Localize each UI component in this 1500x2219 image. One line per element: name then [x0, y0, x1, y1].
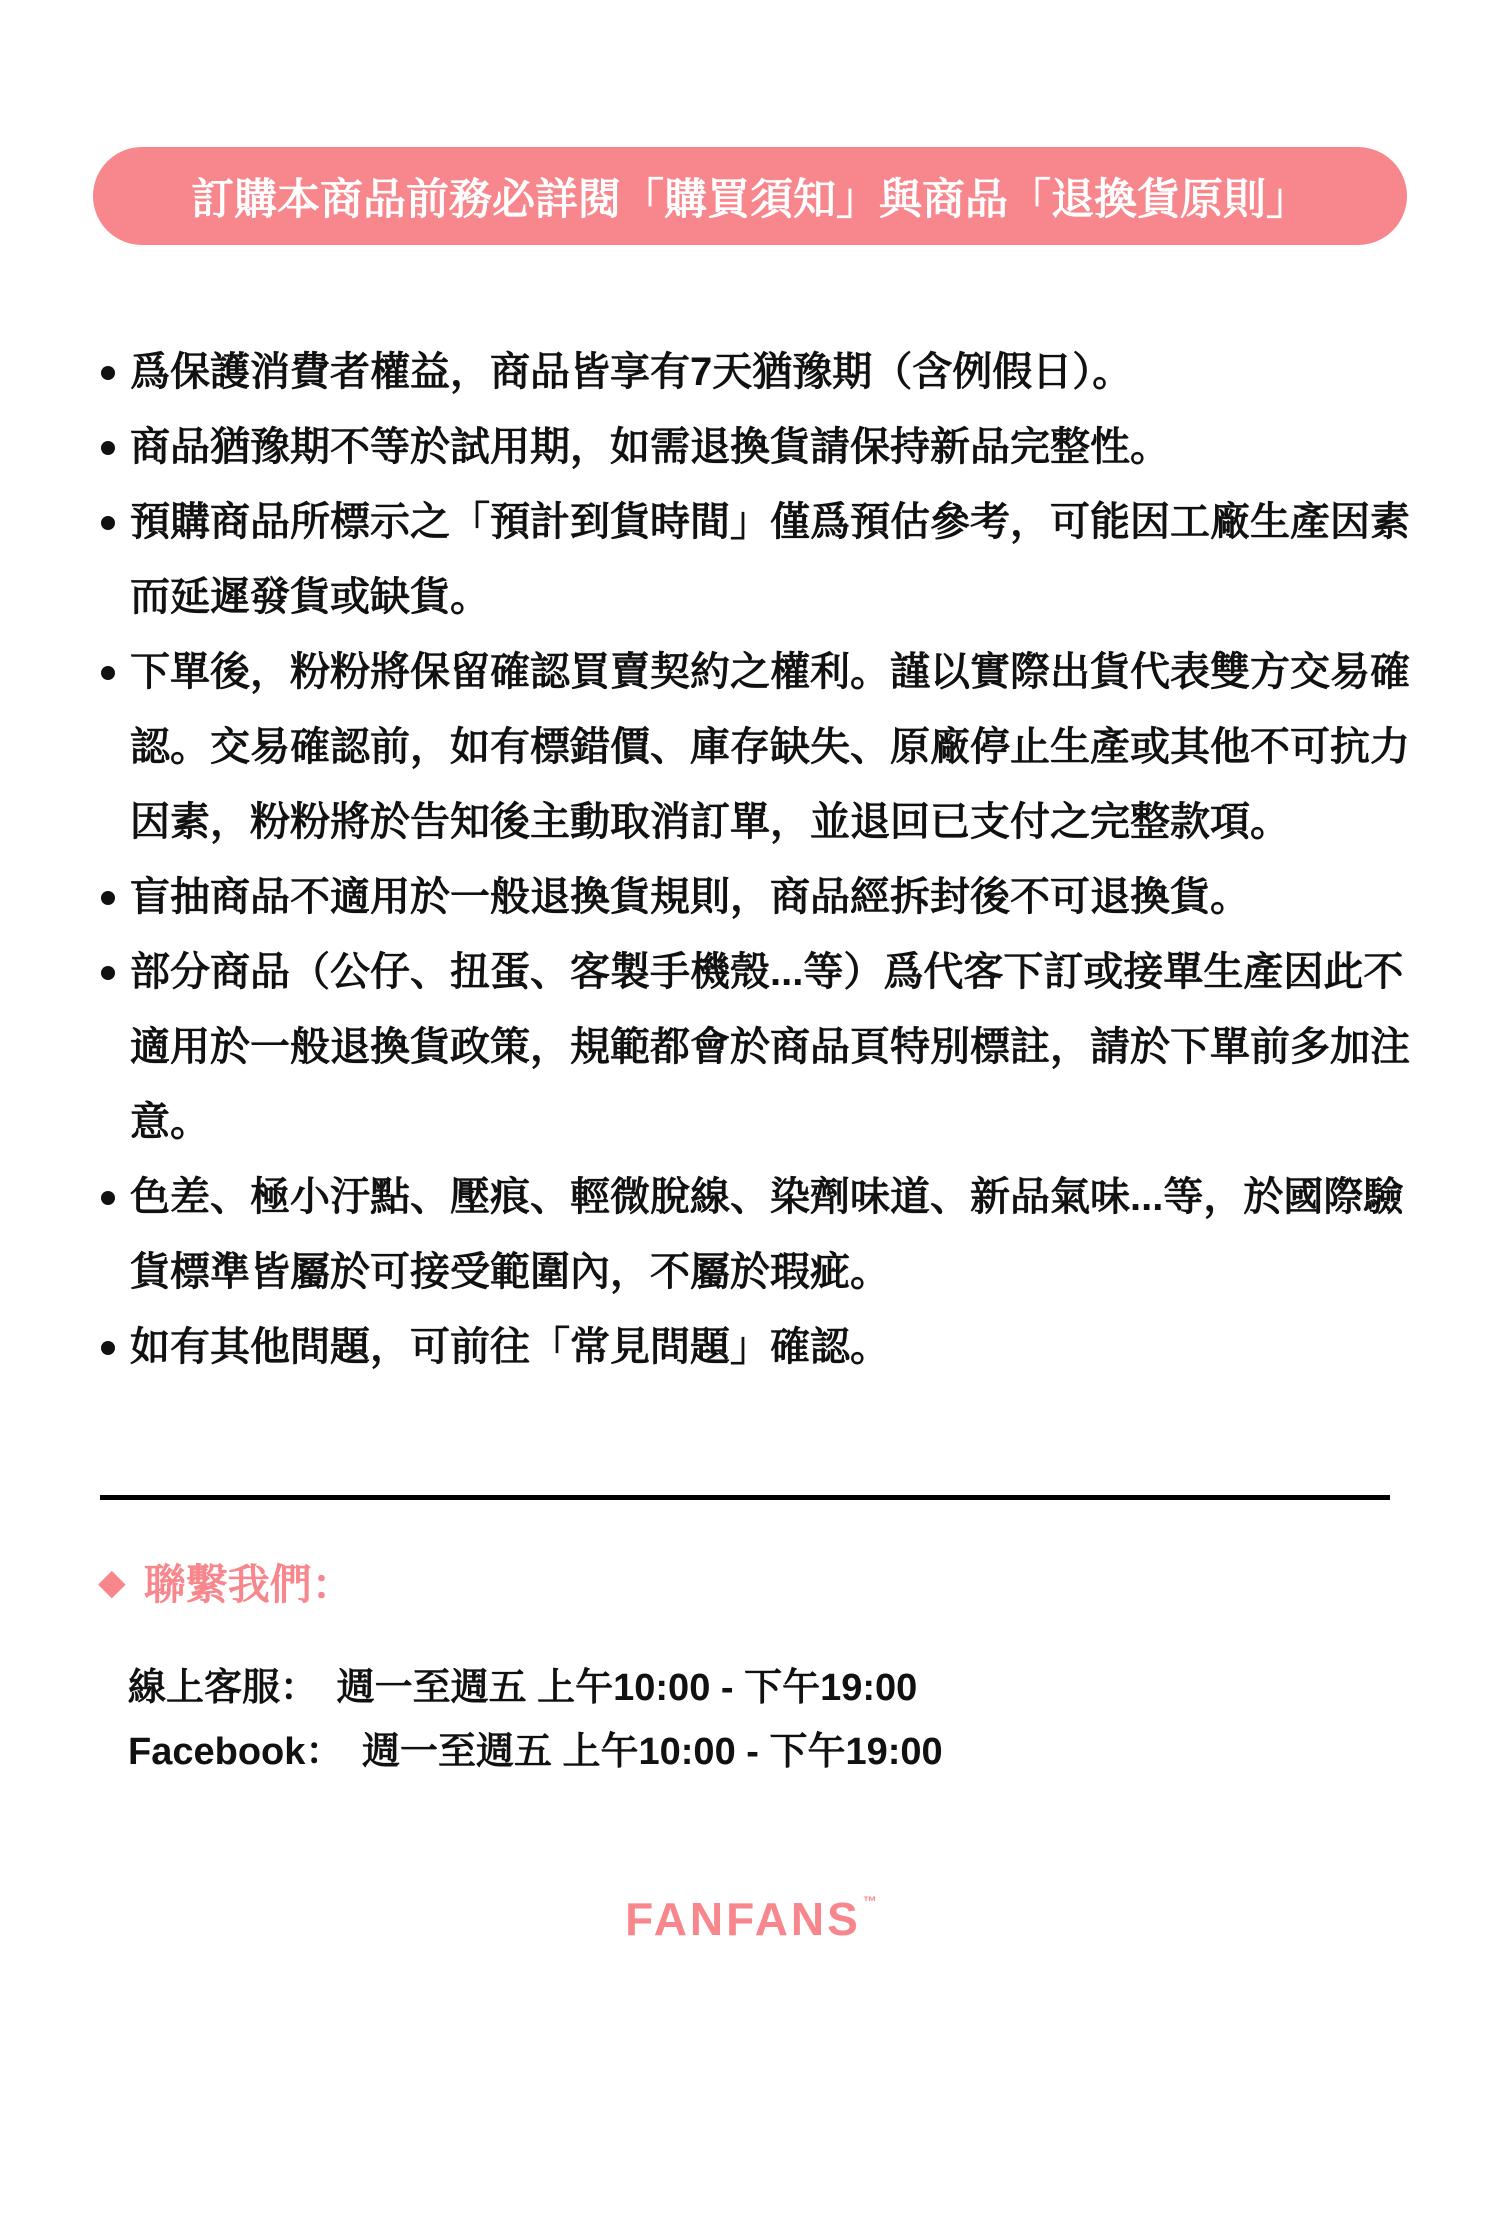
section-divider	[100, 1495, 1390, 1500]
contact-heading-label: 聯繫我們：	[143, 1561, 354, 1608]
contact-line-facebook	[128, 1720, 1500, 1784]
contact-line-online-service	[128, 1656, 1500, 1720]
notice-item-7	[100, 1160, 1412, 1310]
notice-item-text: 部分商品（公仔、扭蛋、客製手機殼...等）爲代客下訂或接單生產因此不適用於一般退換貨政策，規範都會於商品頁特別標註，請於下單前多加注意。	[130, 950, 1410, 1144]
contact-line-label: Facebook：	[128, 1731, 344, 1773]
notice-item-3	[100, 485, 1412, 635]
notice-item-text: 預購商品所標示之「預計到貨時間」僅爲預估參考，可能因工廠生產因素而延遲發貨或缺貨。	[130, 500, 1410, 619]
contact-lines	[128, 1656, 1500, 1784]
notice-item-text: 色差、極小汙點、壓痕、輕微脫線、染劑味道、新品氣味...等，於國際驗貨標準皆屬於可接受範圍內，不屬於瑕疵。	[130, 1175, 1404, 1294]
notice-item-1	[100, 335, 1412, 410]
fanfans-logo-text: FANFANS	[625, 1893, 861, 1945]
contact-line-value: 週一至週五 上午10:00 - 下午19:00	[336, 1667, 918, 1709]
notice-item-text: 如有其他問題，可前往「常見問題」確認。	[130, 1325, 890, 1369]
notice-banner-text: 訂購本商品前務必詳閱「購買須知」與商品「退換貨原則」	[191, 175, 1309, 224]
notice-item-8	[100, 1310, 1412, 1385]
notice-item-5	[100, 860, 1412, 935]
trademark-symbol: ™	[862, 1893, 877, 1909]
contact-line-value: 週一至週五 上午10:00 - 下午19:00	[361, 1731, 943, 1773]
contact-heading	[98, 1552, 1500, 1612]
purchase-notice-page	[0, 147, 1500, 2219]
notice-item-2	[100, 410, 1412, 485]
notice-item-text: 盲抽商品不適用於一般退換貨規則，商品經拆封後不可退換貨。	[130, 875, 1250, 919]
diamond-icon: ◆	[98, 1561, 126, 1602]
contact-line-label: 線上客服：	[128, 1667, 319, 1709]
notice-item-4	[100, 635, 1412, 860]
notice-item-text: 爲保護消費者權益，商品皆享有7天猶豫期（含例假日）。	[130, 350, 1133, 394]
notice-list	[100, 335, 1412, 1385]
notice-item-6	[100, 935, 1412, 1160]
notice-banner	[93, 147, 1407, 245]
fanfans-logo	[0, 1893, 1500, 1945]
notice-item-text: 下單後，粉粉將保留確認買賣契約之權利。謹以實際出貨代表雙方交易確認。交易確認前，如有標錯價、庫存缺失、原廠停止生產或其他不可抗力因素，粉粉將於告知後主動取消訂單，並退回已支付之完整款項。	[130, 650, 1410, 844]
notice-item-text: 商品猶豫期不等於試用期，如需退換貨請保持新品完整性。	[130, 425, 1170, 469]
